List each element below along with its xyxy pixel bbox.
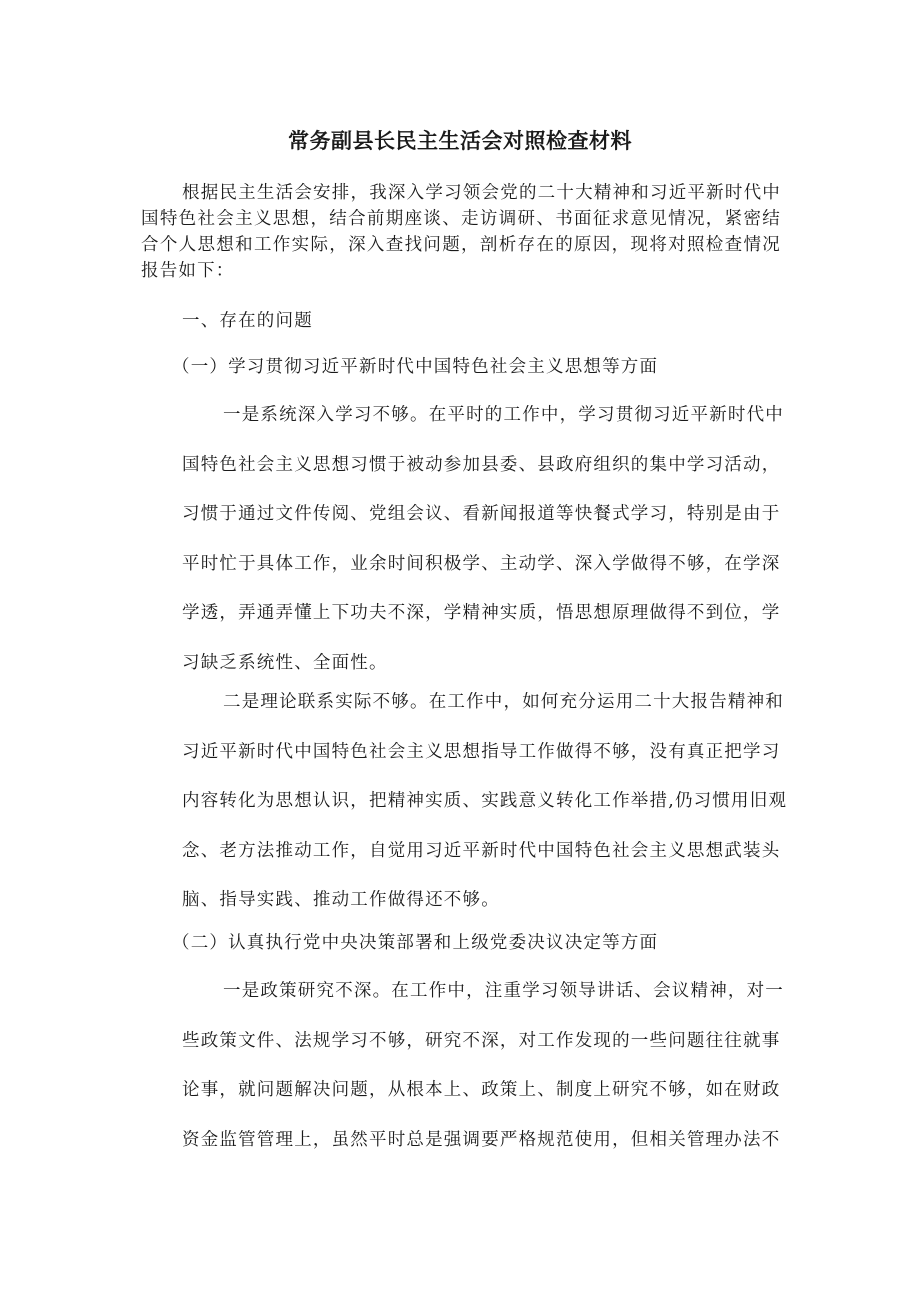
- text-line: 论事，就问题解决问题，从根本上、政策上、制度上研究不够，如在财政: [182, 1080, 781, 1100]
- document-title: 常务副县长民主生活会对照检查材料: [288, 129, 632, 153]
- text-line: 念、老方法推动工作，自觉用习近平新时代中国特色社会主义思想武装头: [182, 840, 781, 861]
- text-line: 学透，弄通弄懂上下功夫不深，学精神实质，悟思想原理做得不到位，学: [182, 603, 781, 623]
- text-line: 一是系统深入学习不够。在平时的工作中，学习贯彻习近平新时代中: [223, 405, 784, 425]
- intro-paragraph: 根据民主生活会安排，我深入学习领会党的二十大精神和习近平新时代中国特色社会主义思想，结合前期座谈、走访调研、书面征求意见情况，紧密结合个人思想和工作实际，深入查找问题，剖析存在的原因，现将对照检查情况报告如下：: [141, 183, 781, 281]
- paragraph-study-insufficient: [141, 391, 784, 688]
- text-line: 二是理论联系实际不够。在工作中，如何充分运用二十大报告精神和: [223, 692, 784, 712]
- text-line: 一是政策研究不深。在工作中，注重学习领导讲话、会议精神，对一: [223, 981, 784, 1001]
- subsection-heading-decisions: （二）认真执行党中央决策部署和上级党委决议决定等方面: [172, 933, 659, 953]
- text-line: 脑、指导实践、推动工作做得还不够。: [182, 890, 500, 910]
- text-line: 些政策文件、法规学习不够，研究不深，对工作发现的一些问题往往就事: [182, 1030, 781, 1051]
- text-line: 平时忙于具体工作，业余时间积极学、主动学、深入学做得不够，在学深: [182, 553, 781, 574]
- paragraph-theory-practice: [141, 678, 788, 926]
- text-line: 习缺乏系统性、全面性。: [182, 652, 388, 673]
- section-heading-problems: 一、存在的问题: [182, 311, 313, 331]
- paragraph-policy-research: [141, 967, 784, 1165]
- subsection-heading-study: （一）学习贯彻习近平新时代中国特色社会主义思想等方面: [172, 357, 659, 377]
- text-line: 习惯于通过文件传阅、党组会议、看新闻报道等快餐式学习，特别是由于: [182, 504, 781, 524]
- text-line: 资金监管管理上，虽然平时总是强调要严格规范使用，但相关管理办法不: [182, 1129, 781, 1150]
- text-line: 国特色社会主义思想习惯于被动参加县委、县政府组织的集中学习活动，: [182, 454, 781, 475]
- text-line: 习近平新时代中国特色社会主义思想指导工作做得不够，没有真正把学习: [182, 741, 781, 762]
- text-line: 内容转化为思想认识，把精神实质、实践意义转化工作举措,仍习惯用旧观: [182, 791, 788, 811]
